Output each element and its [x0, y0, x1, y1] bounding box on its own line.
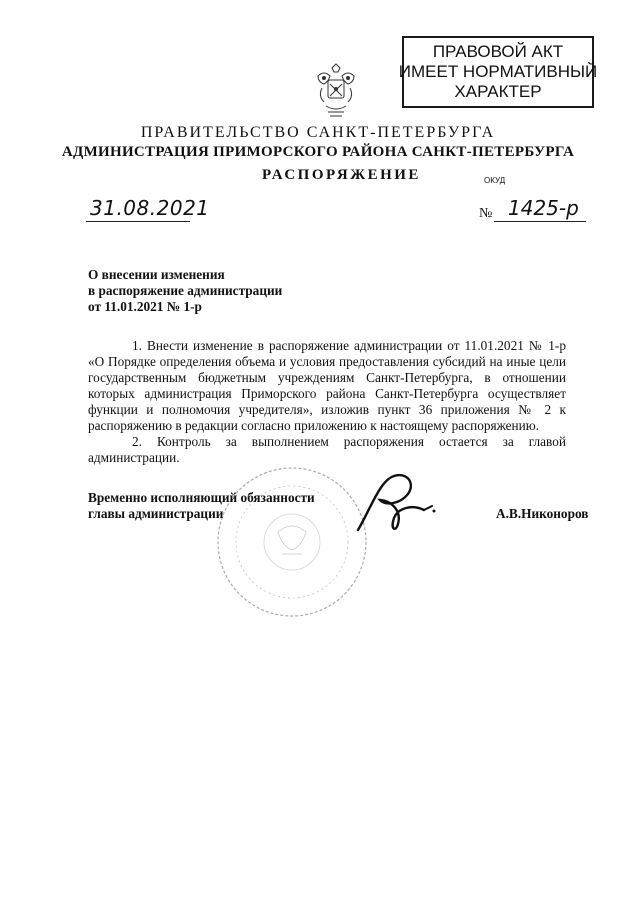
- okud-label: ОКУД: [484, 176, 506, 185]
- paragraph-1: 1. Внести изменение в распоряжение администрации от 11.01.2021 № 1-р «О Порядке определения объема и условия предоставления субсидий на иные цели государственным бюджетным учреждениям Санкт-Петербурга, в отношении которых администрация Приморского района Санкт-Петербурга осуществляет функции и полномочия учредителя», изложив пункт 36 приложения № 2 к распоряжению в редакции согласно приложению к настоящему распоряжению.: [88, 338, 566, 433]
- document-body: [88, 338, 566, 466]
- signatory-position: [88, 490, 315, 522]
- normative-act-stamp: [398, 36, 598, 108]
- document-date: 31.08.2021: [90, 196, 210, 220]
- document-subject: [88, 267, 282, 315]
- document-type: РАСПОРЯЖЕНИЕ: [262, 167, 421, 183]
- signatory-name: А.В.Никоноров: [496, 506, 589, 521]
- position-line-1: Временно исполняющий обязанности: [88, 490, 315, 505]
- number-sign: №: [479, 206, 493, 221]
- stamp-line-3: ХАРАКТЕР: [454, 82, 542, 101]
- stamp-line-2: ИМЕЕТ НОРМАТИВНЫЙ: [398, 62, 598, 81]
- stamp-line-1: ПРАВОВОЙ АКТ: [432, 42, 564, 61]
- document-number: 1425-р: [508, 196, 579, 220]
- official-seal: [212, 462, 372, 622]
- handwritten-signature: [350, 470, 450, 540]
- subject-line-2: в распоряжение администрации: [88, 283, 283, 298]
- government-title: ПРАВИТЕЛЬСТВО САНКТ-ПЕТЕРБУРГА: [140, 124, 496, 141]
- subject-line-3: от 11.01.2021 № 1-р: [88, 299, 202, 314]
- administration-title: АДМИНИСТРАЦИЯ ПРИМОРСКОГО РАЙОНА САНКТ-ПЕТЕРБУРГА: [61, 144, 575, 160]
- paragraph-2: 2. Контроль за выполнением распоряжения остается за главой администрации.: [88, 434, 566, 465]
- subject-line-1: О внесении изменения: [88, 267, 225, 282]
- position-line-2: главы администрации: [88, 506, 224, 521]
- coat-of-arms-emblem: [308, 62, 364, 122]
- number-underline: [494, 221, 586, 222]
- date-underline: [86, 221, 190, 222]
